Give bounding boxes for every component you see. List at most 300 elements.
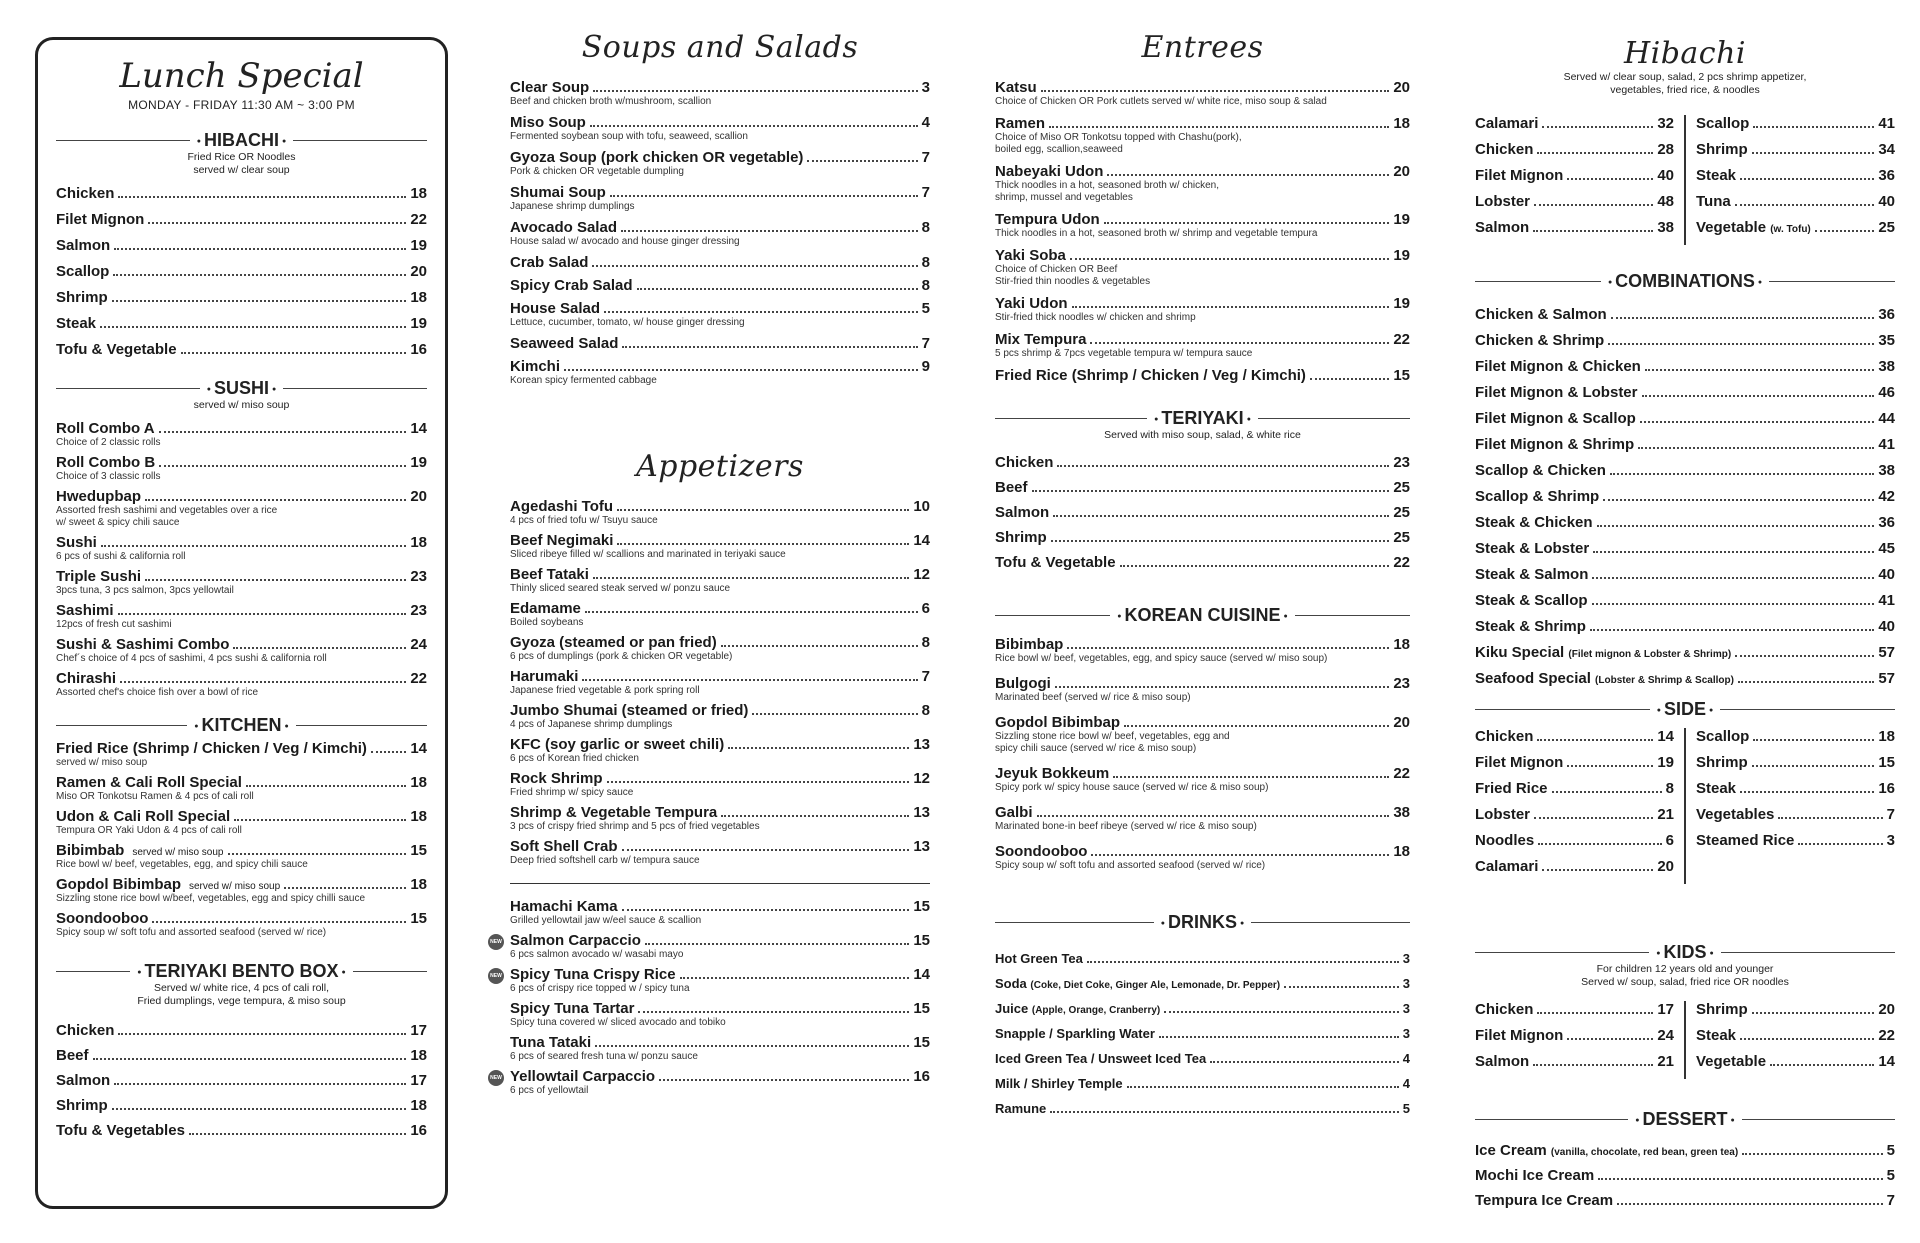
- menu-item: [56, 315, 427, 332]
- item-name: Soondooboo: [995, 843, 1088, 860]
- item-name: Ramen & Cali Roll Special: [56, 774, 242, 791]
- item-price: 18: [410, 808, 427, 825]
- section-title: ● KOREAN CUISINE ●: [1110, 605, 1294, 626]
- menu-item: [1475, 1192, 1895, 1209]
- item-name: Tofu & Vegetable: [56, 341, 177, 358]
- item-name: Ramen: [995, 115, 1046, 132]
- item-name: Steak: [56, 315, 97, 332]
- item-price: 32: [1657, 115, 1674, 132]
- item-description: 6 pcs of Korean fried chicken: [510, 753, 639, 764]
- menu-item: [995, 765, 1410, 794]
- menu-item: [1475, 858, 1674, 875]
- dot-leader: [1752, 765, 1875, 767]
- dot-leader: [1113, 776, 1389, 778]
- dot-leader: [371, 751, 406, 753]
- dot-leader: [721, 645, 918, 647]
- item-description: Spicy tuna covered w/ sliced avocado and tobiko: [510, 1017, 726, 1028]
- menu-item: [1475, 780, 1674, 797]
- section-note: Fried Rice OR Noodles: [187, 151, 296, 163]
- section-header-drinks: [995, 912, 1410, 933]
- item-name: Avocado Salad: [510, 219, 617, 236]
- section-title: ● COMBINATIONS ●: [1601, 271, 1769, 292]
- item-name: Vegetable: [1696, 1053, 1767, 1070]
- menu-item: [510, 184, 930, 213]
- item-name: Shrimp: [1696, 141, 1748, 158]
- item-description: Japanese shrimp dumplings: [510, 201, 635, 212]
- menu-item: [1475, 670, 1895, 687]
- item-description: 5 pcs shrimp & 7pcs vegetable tempura w/ tempura sauce: [995, 348, 1253, 359]
- item-description: Assorted chef's choice fish over a bowl of rice: [56, 687, 259, 698]
- dot-leader: [1640, 421, 1874, 423]
- item-price: 18: [410, 876, 427, 893]
- item-price: 10: [913, 498, 930, 515]
- dot-leader: [284, 887, 406, 889]
- dot-leader: [1067, 647, 1389, 649]
- menu-item: [995, 163, 1410, 204]
- section-header-side: [1475, 699, 1895, 720]
- hibachi-list-left: [1475, 115, 1686, 245]
- dot-leader: [582, 679, 917, 681]
- dot-leader: [101, 545, 406, 547]
- item-description: Beef and chicken broth w/mushroom, scallion: [510, 96, 712, 107]
- item-name: Steak & Lobster: [1475, 540, 1590, 557]
- new-badge-icon: NEW: [488, 968, 504, 984]
- dot-leader: [1603, 499, 1874, 501]
- menu-item: [1696, 1027, 1895, 1044]
- divider: [510, 883, 930, 884]
- entrees-title: Entrees: [1141, 30, 1264, 65]
- menu-item: [510, 149, 930, 178]
- section-header-lunch-kitchen: [56, 715, 427, 736]
- menu-item: [995, 504, 1410, 521]
- appetizers-title: Appetizers: [636, 449, 804, 484]
- section-title: ● KITCHEN ●: [187, 715, 295, 736]
- section-note: vegetables, fried rice, & noodles: [1610, 84, 1760, 96]
- menu-item: [510, 79, 930, 108]
- divider-line: [1721, 952, 1895, 953]
- new-badge-icon: NEW: [488, 1070, 504, 1086]
- dot-leader: [1593, 551, 1874, 553]
- item-description: 4 pcs of fried tofu w/ Tsuyu sauce: [510, 515, 658, 526]
- menu-item: [1696, 193, 1895, 210]
- item-name: Bibimbap: [995, 636, 1064, 653]
- dot-leader: [1642, 395, 1875, 397]
- menu-item: [510, 498, 930, 527]
- section-note: Fried dumplings, vege tempura, & miso soup: [137, 995, 346, 1007]
- item-name: Fried Rice (Shrimp / Chicken / Veg / Kimchi): [995, 367, 1306, 384]
- item-name: Filet Mignon & Lobster: [1475, 384, 1638, 401]
- dot-leader: [1537, 739, 1653, 741]
- item-price: 16: [410, 1122, 427, 1139]
- item-name: Kimchi: [510, 358, 561, 375]
- item-price: 14: [913, 532, 930, 549]
- dessert-list: [1475, 1142, 1895, 1209]
- item-price: 8: [921, 254, 930, 271]
- item-name: Steak: [1696, 780, 1737, 797]
- entrees-list: [995, 79, 1410, 384]
- dot-leader: [1091, 854, 1389, 856]
- item-name: Jeyuk Bokkeum: [995, 765, 1110, 782]
- menu-item: [1696, 806, 1895, 823]
- item-name: Gyoza (steamed or pan fried): [510, 634, 717, 651]
- item-price: 40: [1878, 618, 1895, 635]
- item-price: 8: [921, 219, 930, 236]
- item-name: Chicken: [1475, 728, 1534, 745]
- item-description: Sizzling stone rice bowl w/beef, vegetables, egg and spicy chilli sauce: [56, 893, 366, 904]
- menu-item: [1475, 488, 1895, 505]
- dot-leader: [1740, 178, 1874, 180]
- item-price: 4: [1402, 1076, 1410, 1091]
- divider-line: [56, 725, 187, 726]
- dot-leader: [1032, 490, 1390, 492]
- dot-leader: [114, 1083, 406, 1085]
- combinations-list: [1475, 306, 1895, 687]
- section-header-dessert: [1475, 1109, 1895, 1130]
- menu-item: [995, 115, 1410, 156]
- item-price: 8: [1665, 780, 1674, 797]
- menu-item: [1475, 462, 1895, 479]
- item-name: Spicy Tuna Tartar: [510, 1000, 635, 1017]
- item-price: 20: [1878, 1001, 1895, 1018]
- menu-item: [995, 1051, 1410, 1067]
- menu-item: [1475, 436, 1895, 453]
- section-title: ● TERIYAKI ●: [1147, 408, 1258, 429]
- item-name: Mix Tempura: [995, 331, 1087, 348]
- item-price: 19: [410, 454, 427, 471]
- item-name: Soft Shell Crab: [510, 838, 618, 855]
- item-description: 6 pcs of yellowtail: [510, 1085, 589, 1096]
- dot-leader: [93, 1058, 407, 1060]
- item-price: 19: [1393, 247, 1410, 264]
- item-price: 15: [1393, 367, 1410, 384]
- menu-item: [56, 670, 427, 699]
- item-name: Beef: [995, 479, 1028, 496]
- divider-line: [56, 971, 130, 972]
- menu-item: [1696, 754, 1895, 771]
- item-description: Tempura OR Yaki Udon & 4 pcs of cali roll: [56, 825, 242, 836]
- item-price: 22: [410, 211, 427, 228]
- dot-leader: [622, 346, 917, 348]
- item-name: Salmon: [56, 237, 111, 254]
- item-name: Salmon: [995, 504, 1050, 521]
- dot-leader: [617, 509, 909, 511]
- item-name: Tuna: [1696, 193, 1731, 210]
- dot-leader: [1752, 1012, 1875, 1014]
- item-description: Marinated bone-in beef ribeye (served w/ rice & miso soup): [995, 821, 1257, 832]
- dot-leader: [1611, 317, 1875, 319]
- dot-leader: [1050, 1111, 1398, 1113]
- item-price: 3: [1886, 832, 1895, 849]
- item-name: Chicken: [56, 1022, 115, 1039]
- section-note: Served w/ clear soup, salad, 2 pcs shrimp appetizer,: [1563, 71, 1807, 83]
- divider-line: [995, 922, 1154, 923]
- dot-leader: [1645, 369, 1874, 371]
- dot-leader: [1284, 986, 1399, 988]
- dot-leader: [1598, 1178, 1882, 1180]
- dot-leader: [610, 195, 918, 197]
- soups-salads-title: Soups and Salads: [581, 30, 859, 65]
- item-description: 6 pcs of sushi & california roll: [56, 551, 186, 562]
- hibachi-list-right: [1696, 115, 1895, 245]
- dot-leader: [1107, 174, 1389, 176]
- dot-leader: [1592, 577, 1874, 579]
- menu-item: [995, 951, 1410, 967]
- dot-leader: [622, 849, 910, 851]
- item-description: shrimp, mussel and vegetables: [995, 192, 1133, 203]
- item-name: Harumaki: [510, 668, 579, 685]
- menu-item: [56, 488, 427, 529]
- item-name: Lobster: [1475, 193, 1531, 210]
- item-price: 14: [913, 966, 930, 983]
- item-name: Miso Soup: [510, 114, 586, 131]
- menu-item: [995, 976, 1410, 992]
- item-price: 22: [1878, 1027, 1895, 1044]
- item-description: 4 pcs of Japanese shrimp dumplings: [510, 719, 673, 730]
- divider-line: [1475, 709, 1650, 710]
- item-name: Ice Cream (vanilla, chocolate, red bean, green tea): [1475, 1142, 1739, 1159]
- item-name: Soondooboo: [56, 910, 149, 927]
- divider-line: [283, 388, 427, 389]
- item-description: w/ sweet & spicy chili sauce: [56, 517, 180, 528]
- menu-item: [1475, 410, 1895, 427]
- item-name: Yaki Udon: [995, 295, 1068, 312]
- item-price: 7: [921, 335, 930, 352]
- item-name: Shrimp & Vegetable Tempura: [510, 804, 718, 821]
- divider-line: [56, 140, 190, 141]
- menu-item: [490, 1068, 930, 1097]
- item-price: 18: [410, 1047, 427, 1064]
- item-name: Tuna Tataki: [510, 1034, 592, 1051]
- item-name: Chicken: [56, 185, 115, 202]
- menu-item: [56, 263, 427, 280]
- item-name: Ramune: [995, 1101, 1047, 1116]
- item-name: Salmon: [56, 1072, 111, 1089]
- dot-leader: [592, 265, 917, 267]
- dot-leader: [621, 230, 918, 232]
- menu-item: [1475, 167, 1674, 184]
- item-name: Crab Salad: [510, 254, 589, 271]
- menu-item: [510, 300, 930, 329]
- item-name: Filet Mignon: [1475, 1027, 1564, 1044]
- dot-leader: [1534, 204, 1653, 206]
- kids-items: [1475, 1001, 1895, 1079]
- menu-item: [1696, 219, 1895, 236]
- item-name: Filet Mignon: [1475, 167, 1564, 184]
- item-price: 17: [410, 1072, 427, 1089]
- menu-item: [510, 358, 930, 387]
- item-name: Seafood Special (Lobster & Shrimp & Scallop): [1475, 670, 1734, 687]
- item-price: 6: [1665, 832, 1674, 849]
- menu-item: [1475, 219, 1674, 236]
- lunch-kitchen-list: [56, 740, 427, 939]
- menu-item: [510, 770, 930, 799]
- item-price: 24: [1657, 1027, 1674, 1044]
- section-note: served w/ miso soup: [193, 399, 290, 411]
- item-name: Scallop: [56, 263, 110, 280]
- dot-leader: [189, 1133, 406, 1135]
- item-price: 41: [1878, 436, 1895, 453]
- dot-leader: [1057, 465, 1389, 467]
- item-name: Chicken: [1475, 141, 1534, 158]
- dot-leader: [1090, 342, 1389, 344]
- item-name: Udon & Cali Roll Special: [56, 808, 231, 825]
- dot-leader: [1053, 515, 1389, 517]
- item-name: Filet Mignon: [56, 211, 145, 228]
- dot-leader: [118, 196, 406, 198]
- item-description: spicy chili sauce (served w/ rice & miso soup): [995, 743, 1197, 754]
- dot-leader: [118, 613, 407, 615]
- item-description: Thick noodles in a hot, seasoned broth w/ shrimp and vegetable tempura: [995, 228, 1318, 239]
- item-price: 18: [410, 289, 427, 306]
- dot-leader: [1778, 817, 1882, 819]
- section-header-teriyaki: [995, 408, 1410, 429]
- item-name: Tofu & Vegetable: [995, 554, 1116, 571]
- new-badge-icon: NEW: [488, 934, 504, 950]
- dot-leader: [159, 431, 407, 433]
- dot-leader: [1104, 222, 1390, 224]
- item-price: 23: [410, 602, 427, 619]
- item-price: 38: [1878, 358, 1895, 375]
- item-price: 15: [1878, 754, 1895, 771]
- item-price: 8: [921, 277, 930, 294]
- dot-leader: [120, 681, 406, 683]
- item-description: Sizzling stone rice bowl w/ beef, vegetables, egg and: [995, 731, 1230, 742]
- item-name: Tofu & Vegetables: [56, 1122, 185, 1139]
- item-name: Shrimp: [56, 1097, 108, 1114]
- menu-item: [490, 932, 930, 961]
- item-detail: (Lobster & Shrimp & Scallop): [1595, 675, 1734, 686]
- item-name: KFC (soy garlic or sweet chili): [510, 736, 725, 753]
- item-description: Spicy soup w/ soft tofu and assorted seafood (served w/ rice): [56, 927, 327, 938]
- dot-leader: [1072, 306, 1390, 308]
- item-name: Scallop: [1696, 115, 1750, 132]
- item-name: Scallop: [1696, 728, 1750, 745]
- item-name: Roll Combo A: [56, 420, 155, 437]
- dot-leader: [1051, 540, 1390, 542]
- item-price: 25: [1393, 504, 1410, 521]
- menu-item: [1475, 1001, 1674, 1018]
- section-note: served w/ clear soup: [193, 164, 290, 176]
- item-description: Assorted fresh sashimi and vegetables over a rice: [56, 505, 278, 516]
- section-header-lunch-hibachi: [56, 130, 427, 151]
- dot-leader: [1127, 1086, 1399, 1088]
- menu-item: [995, 247, 1410, 288]
- menu-item: [1696, 728, 1895, 745]
- menu-item: [995, 79, 1410, 108]
- divider-line: [1475, 281, 1601, 282]
- item-price: 18: [410, 1097, 427, 1114]
- dot-leader: [1742, 1153, 1882, 1155]
- item-price: 44: [1878, 410, 1895, 427]
- item-price: 18: [410, 774, 427, 791]
- dot-leader: [1798, 843, 1882, 845]
- item-name: Steak: [1696, 1027, 1737, 1044]
- dot-leader: [638, 1011, 909, 1013]
- item-price: 40: [1878, 566, 1895, 583]
- item-name: Beef Negimaki: [510, 532, 614, 549]
- item-price: 15: [913, 898, 930, 915]
- item-name: Shumai Soup: [510, 184, 606, 201]
- item-name: Steak & Scallop: [1475, 592, 1588, 609]
- korean-list: [995, 636, 1410, 872]
- dot-leader: [622, 909, 910, 911]
- item-name: Shrimp: [1696, 754, 1748, 771]
- item-name: Gopdol Bibimbap: [995, 714, 1120, 731]
- item-price: 20: [410, 488, 427, 505]
- menu-item: [1475, 193, 1674, 210]
- item-price: 7: [921, 668, 930, 685]
- lunch-special-title: Lunch Special: [119, 56, 364, 96]
- menu-item: [995, 529, 1410, 546]
- item-description: Deep fried softshell carb w/ tempura sauce: [510, 855, 700, 866]
- menu-item: [510, 600, 930, 629]
- dot-leader: [1770, 1064, 1874, 1066]
- item-description: Choice of Miso OR Tonkotsu topped with Chashu(pork),: [995, 132, 1242, 143]
- item-price: 23: [1393, 675, 1410, 692]
- item-description: Lettuce, cucumber, tomato, w/ house ginger dressing: [510, 317, 745, 328]
- item-price: 13: [913, 804, 930, 821]
- item-name: Yaki Soba: [995, 247, 1066, 264]
- dot-leader: [1617, 1203, 1883, 1205]
- item-price: 18: [410, 534, 427, 551]
- item-price: 22: [1393, 554, 1410, 571]
- lunch-sushi-list: [56, 420, 427, 699]
- item-name: Hwedupbap: [56, 488, 141, 505]
- menu-item: [1475, 141, 1674, 158]
- menu-item: [1475, 1142, 1895, 1159]
- menu-item: [56, 602, 427, 631]
- menu-item: [56, 842, 427, 871]
- item-price: 18: [1393, 636, 1410, 653]
- item-price: 7: [1886, 1192, 1895, 1209]
- menu-item: [510, 254, 930, 271]
- dot-leader: [181, 352, 407, 354]
- menu-item: [510, 702, 930, 731]
- dot-leader: [1534, 817, 1653, 819]
- section-note: Served with miso soup, salad, & white rice: [1104, 429, 1301, 441]
- item-description: Grilled yellowtail jaw w/eel sauce & scallion: [510, 915, 702, 926]
- item-name: Kiku Special (Filet mignon & Lobster & Shrimp): [1475, 644, 1732, 661]
- item-price: 8: [921, 634, 930, 651]
- item-name: Beef Tataki: [510, 566, 589, 583]
- menu-item: [1475, 332, 1895, 349]
- item-price: 14: [1657, 728, 1674, 745]
- dot-leader: [1087, 961, 1399, 963]
- item-name: Chirashi: [56, 670, 117, 687]
- section-title: ● KIDS ●: [1649, 942, 1720, 963]
- item-name: Mochi Ice Cream: [1475, 1167, 1595, 1184]
- divider-line: [995, 615, 1110, 616]
- item-price: 19: [1657, 754, 1674, 771]
- item-description: Choice of Chicken OR Beef: [995, 264, 1118, 275]
- item-name: Chicken: [1475, 1001, 1534, 1018]
- menu-item: [56, 774, 427, 803]
- item-detail: (w. Tofu): [1770, 224, 1811, 235]
- item-name: Calamari: [1475, 858, 1539, 875]
- divider-line: [296, 725, 427, 726]
- dot-leader: [564, 369, 918, 371]
- section-note: Served w/ soup, salad, fried rice OR noodles: [1581, 976, 1789, 988]
- menu-item: [1475, 306, 1895, 323]
- item-name: Filet Mignon & Scallop: [1475, 410, 1636, 427]
- item-name: Shrimp: [56, 289, 108, 306]
- item-name: Hamachi Kama: [510, 898, 618, 915]
- item-name: Chicken & Salmon: [1475, 306, 1607, 323]
- menu-item: [1475, 728, 1674, 745]
- drinks-list: [995, 951, 1410, 1117]
- dot-leader: [593, 90, 917, 92]
- item-price: 20: [1393, 714, 1410, 731]
